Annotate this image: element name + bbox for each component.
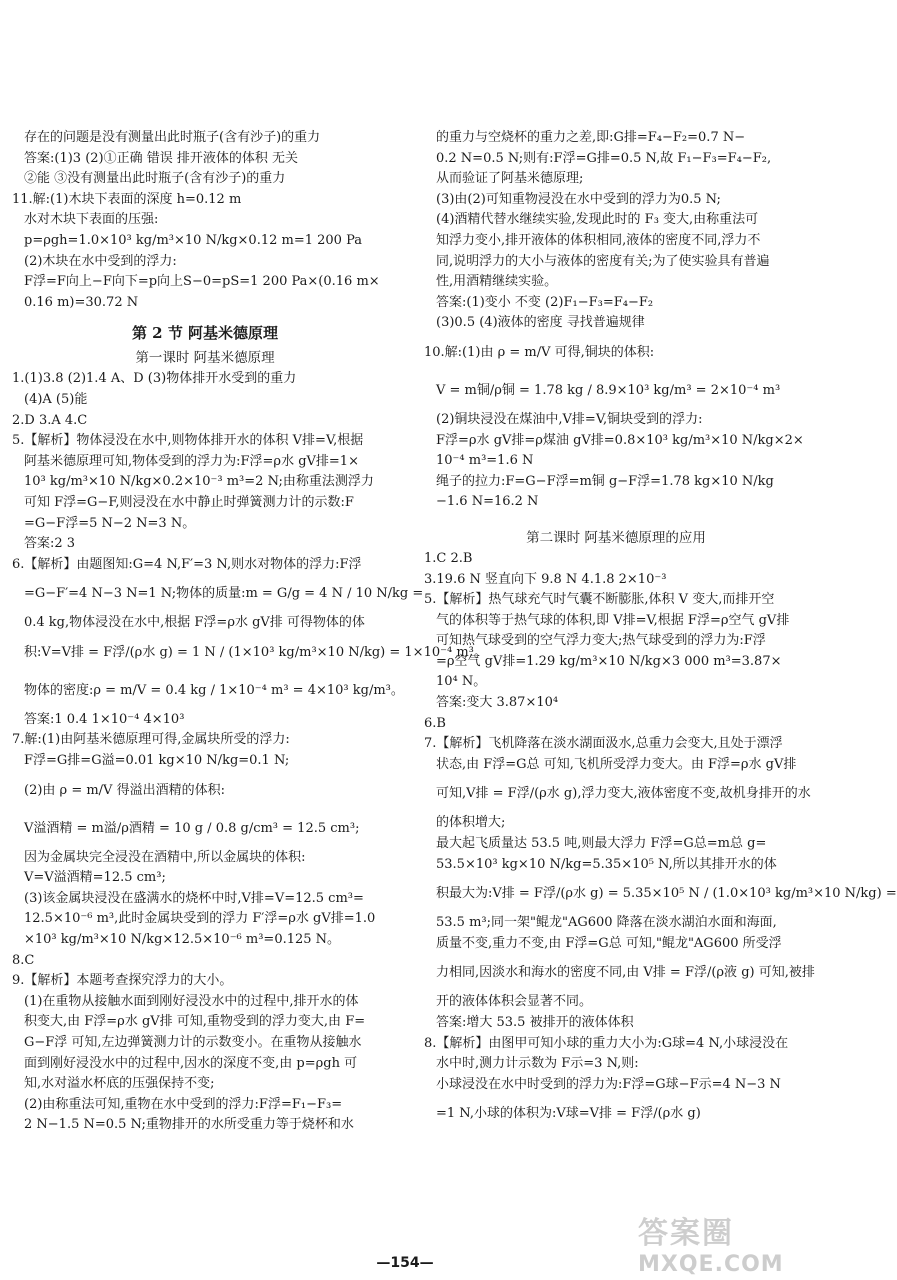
text-line: 可知 F浮=G−F,则浸没在水中静止时弹簧测力计的示数:F: [24, 494, 354, 510]
text-line: 因为金属块完全浸没在酒精中,所以金属块的体积:: [24, 849, 306, 865]
text-line: 存在的问题是没有测量出此时瓶子(含有沙子)的重力: [24, 130, 321, 145]
text-line: =G−F浮=5 N−2 N=3 N。: [24, 515, 196, 531]
text-line: (2)木块在水中受到的浮力:: [24, 253, 177, 269]
right-column: [424, 128, 897, 1133]
text-line: 0.4 kg,物体浸没在水中,根据 F浮=ρ水 gV排 可得物体的体: [24, 615, 365, 631]
text-line: 最大起飞质量达 53.5 吨,则最大浮力 F浮=G总=m总 g=: [436, 836, 767, 852]
text-line: 7.【解析】飞机降落在淡水湖面汲水,总重力会变大,且处于漂浮: [424, 736, 783, 752]
spacer: [424, 513, 808, 527]
text-line: 53.5 m³;同一架"鲲龙"AG600 降落在淡水湖泊水面和海面,: [436, 915, 777, 931]
text-line: 3.19.6 N 竖直向下 9.8 N 4.1.8 2×10⁻³: [424, 571, 667, 587]
text-line: 53.5×10³ kg×10 N/kg=5.35×10⁵ N,所以其排开水的体: [436, 856, 777, 872]
text-line: F浮=F向上−F向下=p向上S−0=pS=1 200 Pa×(0.16 m×: [24, 274, 380, 290]
text-line: =ρ空气 gV排=1.29 kg/m³×10 N/kg×3 000 m³=3.87×: [436, 653, 782, 669]
text-line: 12.5×10⁻⁶ m³,此时金属块受到的浮力 F′浮=ρ水 gV排=1.0: [24, 911, 376, 927]
text-line: 状态,由 F浮=G总 可知,飞机所受浮力变大。由 F浮=ρ水 gV排: [436, 756, 797, 772]
section-title: 第 2 节 阿基米德原理: [131, 324, 279, 343]
text-line: 6.B: [424, 715, 446, 731]
text-line: G−F浮 可知,左边弹簧测力计的示数变小。在重物从接触水: [24, 1035, 362, 1050]
page-number: —154—: [376, 1255, 434, 1271]
text-line: 气的体积等于热气球的体积,即 V排=V,根据 F浮=ρ空气 gV排: [436, 612, 790, 628]
site-watermark-logo: 答案圈 MXQE.COM: [638, 1216, 784, 1277]
text-line: 0.16 m)=30.72 N: [24, 294, 139, 310]
text-line: 积变大,由 F浮=ρ水 gV排 可知,重物受到的浮力变大,由 F=: [24, 1014, 366, 1030]
text-line: 6.【解析】由题图知:G=4 N,F′=3 N,则水对物体的浮力:F浮: [12, 556, 362, 572]
text-line: 1.C 2.B: [424, 550, 473, 566]
text-line: 1.(1)3.8 (2)1.4 A、D (3)物体排开水受到的重力: [12, 371, 297, 387]
formula-line: 物体的密度:ρ = m/V = 0.4 kg / 1×10⁻⁴ m³ = 4×10³ kg/m³。: [24, 682, 404, 698]
text-line: (1)在重物从接触水面到刚好浸没水中的过程中,排开水的体: [24, 993, 359, 1009]
lesson-title: 第二课时 阿基米德原理的应用: [526, 529, 706, 546]
text-line: 质量不变,重力不变,由 F浮=G总 可知,"鲲龙"AG600 所受浮: [436, 935, 782, 951]
text-line: 7.解:(1)由阿基米德原理可得,金属块所受的浮力:: [12, 732, 290, 748]
text-line: 2.D 3.A 4.C: [12, 412, 88, 428]
text-line: V=V溢酒精=12.5 cm³;: [24, 870, 166, 886]
text-line: 答案:1 0.4 1×10⁻⁴ 4×10³: [24, 711, 185, 727]
text-line: 答案:增大 53.5 被排开的液体体积: [436, 1015, 634, 1030]
text-line: 绳子的拉力:F=G−F浮=m铜 g−F浮=1.78 kg×10 N/kg: [436, 473, 774, 489]
formula-line: (2)由 ρ = m/V 得溢出酒精的体积:: [24, 782, 225, 798]
text-line: −1.6 N=16.2 N: [436, 494, 539, 510]
text-line: 9.【解析】本题考查探究浮力的大小。: [12, 973, 233, 989]
text-line: F浮=G排=G溢=0.01 kg×10 N/kg=0.1 N;: [24, 753, 290, 769]
text-line: 开的液体体积会显著不同。: [436, 994, 593, 1010]
text-line: 小球浸没在水中时受到的浮力为:F浮=G球−F示=4 N−3 N: [436, 1076, 781, 1092]
text-line: ×10³ kg/m³×10 N/kg×12.5×10⁻⁶ m³=0.125 N。: [24, 932, 341, 948]
text-line: 从而验证了阿基米德原理;: [436, 171, 584, 187]
text-line: 答案:变大 3.87×10⁴: [436, 695, 559, 711]
text-line: 水中时,测力计示数为 F示=3 N,则:: [436, 1056, 639, 1072]
text-line: 同,说明浮力的大小与液体的密度有关;为了使实验具有普遍: [436, 253, 770, 269]
text-line: 答案:2 3: [24, 536, 76, 552]
formula-line: =G−F′=4 N−3 N=1 N;物体的质量:m = G/g = 4 N / 10 N/kg =: [24, 586, 424, 602]
text-line: (3)该金属块浸没在盛满水的烧杯中时,V排=V=12.5 cm³=: [24, 890, 364, 906]
text-line: (4)A (5)能: [24, 391, 88, 407]
formula-line: 积最大为:V排 = F浮/(ρ水 g) = 5.35×10⁵ N / (1.0×10³ kg/m³×10 N/kg) =: [436, 886, 897, 902]
text-line: 阿基米德原理可知,物体受到的浮力为:F浮=ρ水 gV排=1×: [24, 453, 359, 469]
text-line: (3)0.5 (4)液体的密度 寻找普遍规律: [436, 315, 645, 331]
text-line: (3)由(2)可知重物浸没在水中受到的浮力为0.5 N;: [436, 191, 721, 207]
text-line: 2 N−1.5 N=0.5 N;重物排开的水所受重力等于烧杯和水: [24, 1117, 354, 1133]
text-line: 的体积增大;: [436, 815, 506, 831]
text-line: 知浮力变小,排开液体的体积相同,液体的密度不同,浮力不: [436, 232, 761, 248]
text-line: 10⁴ N。: [436, 674, 487, 690]
formula-line: 10.解:(1)由 ρ = m/V 可得,铜块的体积:: [424, 344, 655, 360]
formula-line: =1 N,小球的体积为:V球=V排 = F浮/(ρ水 g): [436, 1106, 701, 1122]
text-line: ②能 ③没有测量出此时瓶子(含有沙子)的重力: [24, 171, 286, 187]
text-line: 11.解:(1)木块下表面的深度 h=0.12 m: [12, 191, 242, 207]
text-line: 性,用酒精继续实验。: [436, 274, 558, 290]
text-line: 0.2 N=0.5 N;则有:F浮=G排=0.5 N,故 F₁−F₃=F₄−F₂,: [436, 150, 772, 166]
text-line: 答案:(1)变小 不变 (2)F₁−F₃=F₄−F₂: [436, 294, 654, 310]
formula-line: V溢酒精 = m溢/ρ酒精 = 10 g / 0.8 g/cm³ = 12.5 cm³;: [24, 820, 360, 836]
text-line: 水对木块下表面的压强:: [24, 212, 159, 228]
formula-line: 力相同,因淡水和海水的密度不同,由 V排 = F浮/(ρ液 g) 可知,被排: [436, 965, 815, 981]
text-line: F浮=ρ水 gV排=ρ煤油 gV排=0.8×10³ kg/m³×10 N/kg×2×: [436, 432, 804, 448]
text-line: 10⁻⁴ m³=1.6 N: [436, 453, 534, 469]
lesson-title: 第一课时 阿基米德原理: [135, 350, 275, 367]
text-line: 答案:(1)3 (2)①正确 错误 排开液体的体积 无关: [24, 150, 299, 166]
text-line: 面到刚好浸没水中的过程中,因水的深度不变,由 p=ρgh 可: [24, 1055, 358, 1071]
text-line: (4)酒精代替水继续实验,发现此时的 F₃ 变大,由称重法可: [436, 212, 759, 228]
text-line: (2)铜块浸没在煤油中,V排=V,铜块受到的浮力:: [436, 411, 703, 427]
formula-line: 积:V=V排 = F浮/(ρ水 g) = 1 N / (1×10³ kg/m³×10 N/kg) = 1×10⁻⁴ m³。: [24, 644, 487, 660]
text-line: 5.【解析】热气球充气时气囊不断膨胀,体积 V 变大,而排开空: [424, 592, 775, 608]
text-line: 8.C: [12, 952, 35, 968]
text-line: 10³ kg/m³×10 N/kg×0.2×10⁻³ m³=2 N;由称重法测浮力: [24, 474, 374, 490]
text-line: 5.【解析】物体浸没在水中,则物体排开水的体积 V排=V,根据: [12, 433, 364, 449]
formula-line: V = m铜/ρ铜 = 1.78 kg / 8.9×10³ kg/m³ = 2×10⁻⁴ m³: [436, 382, 781, 398]
text-line: 8.【解析】由图甲可知小球的重力大小为:G球=4 N,小球浸没在: [424, 1035, 789, 1051]
text-line: 的重力与空烧杯的重力之差,即:G排=F₄−F₂=0.7 N−: [436, 130, 746, 145]
formula-line: 可知,V排 = F浮/(ρ水 g),浮力变大,液体密度不变,故机身排开的水: [436, 786, 811, 802]
text-line: 可知热气球受到的空气浮力变大;热气球受到的浮力为:F浮: [436, 633, 766, 649]
text-line: (2)由称重法可知,重物在水中受到的浮力:F浮=F₁−F₃=: [24, 1096, 343, 1112]
text-line: p=ρgh=1.0×10³ kg/m³×10 N/kg×0.12 m=1 200 Pa: [24, 232, 362, 248]
text-line: 知,水对溢水杯底的压强保持不变;: [24, 1076, 215, 1092]
